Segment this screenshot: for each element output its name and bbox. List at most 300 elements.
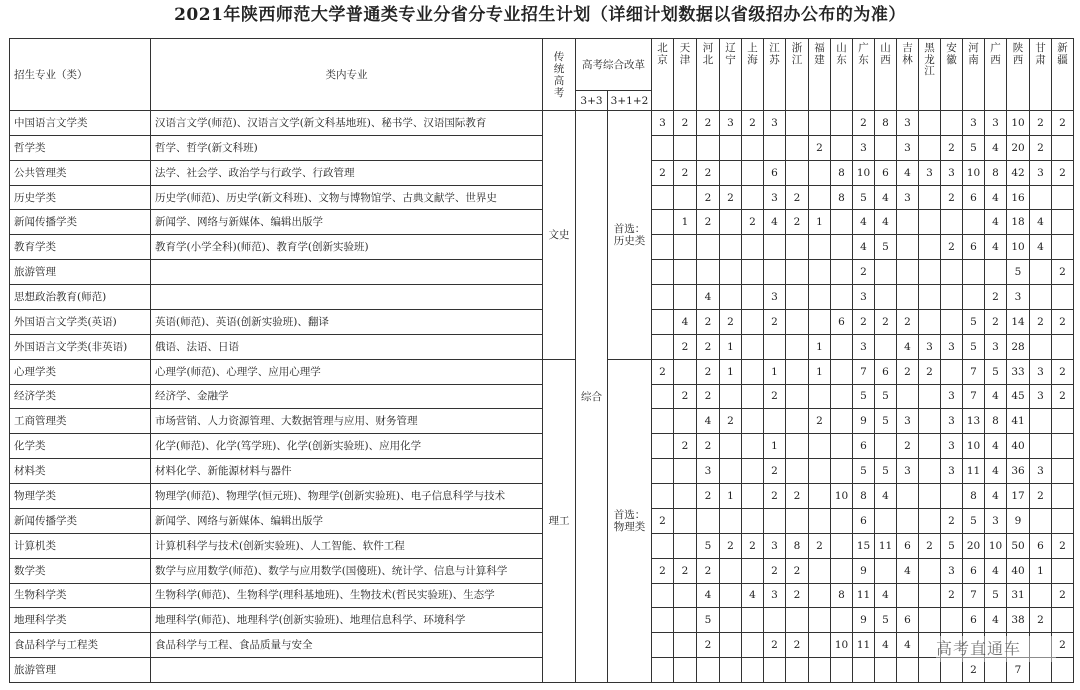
row-value-cell [719, 135, 742, 161]
row-value-cell [785, 359, 809, 385]
row-value-cell [1051, 209, 1074, 235]
row-value-cell [940, 483, 963, 509]
row-value-cell [918, 234, 941, 260]
row-value-cell [1051, 607, 1074, 633]
row-value-cell [918, 607, 941, 633]
row-value-cell: 3 [651, 110, 674, 136]
row-value-cell [741, 458, 764, 484]
row-value-cell: 5 [962, 135, 985, 161]
row-value-cell: 2 [962, 657, 985, 683]
row-value-cell [785, 458, 809, 484]
row-value-cell: 4 [763, 209, 786, 235]
row-value-cell [651, 259, 674, 285]
row-value-cell: 3 [763, 533, 786, 559]
row-value-cell: 4 [984, 384, 1007, 410]
row-value-cell [651, 657, 674, 683]
row-value-cell [874, 558, 897, 584]
row-value-cell: 36 [1006, 458, 1030, 484]
header-province: 甘 肃 [1029, 38, 1052, 111]
row-major: 心理学类 [9, 359, 151, 385]
group-history: 首选：历史类 [607, 110, 652, 360]
row-value-cell: 2 [918, 533, 941, 559]
row-value-cell [741, 309, 764, 335]
row-value-cell: 2 [785, 209, 809, 235]
row-value-cell [896, 657, 919, 683]
row-sub-majors: 化学(师范)、化学(笃学班)、化学(创新实验班)、应用化学 [150, 433, 543, 459]
row-value-cell: 2 [808, 408, 831, 434]
header-province: 辽 宁 [719, 38, 742, 111]
row-value-cell: 2 [763, 384, 786, 410]
row-value-cell [673, 583, 697, 609]
row-value-cell [808, 309, 831, 335]
row-value-cell [1029, 259, 1052, 285]
row-value-cell [719, 259, 742, 285]
row-value-cell: 3 [852, 284, 875, 310]
row-value-cell: 5 [962, 309, 985, 335]
header-province: 河 北 [696, 38, 720, 111]
row-value-cell: 4 [984, 458, 1007, 484]
row-value-cell: 7 [1006, 657, 1030, 683]
row-value-cell: 2 [940, 583, 963, 609]
row-value-cell [1051, 408, 1074, 434]
row-value-cell: 3 [984, 110, 1007, 136]
row-value-cell: 10 [852, 160, 875, 186]
row-value-cell: 4 [874, 209, 897, 235]
row-value-cell [785, 259, 809, 285]
row-value-cell [719, 632, 742, 658]
row-value-cell: 4 [673, 309, 697, 335]
row-value-cell [785, 384, 809, 410]
row-value-cell [719, 508, 742, 534]
row-value-cell [651, 533, 674, 559]
row-value-cell: 2 [763, 558, 786, 584]
row-sub-majors: 心理学(师范)、心理学、应用心理学 [150, 359, 543, 385]
row-value-cell [785, 657, 809, 683]
row-value-cell [1029, 284, 1052, 310]
row-value-cell: 6 [852, 433, 875, 459]
row-value-cell: 16 [1006, 185, 1030, 211]
row-value-cell: 2 [940, 234, 963, 260]
row-value-cell: 8 [830, 185, 853, 211]
row-value-cell [896, 259, 919, 285]
row-value-cell: 2 [852, 259, 875, 285]
row-major: 生物科学类 [9, 583, 151, 609]
header-province: 上 海 [741, 38, 764, 111]
row-value-cell [696, 234, 720, 260]
row-value-cell: 5 [696, 533, 720, 559]
row-value-cell: 1 [808, 209, 831, 235]
row-value-cell: 2 [1029, 110, 1052, 136]
row-value-cell: 2 [673, 433, 697, 459]
row-sub-majors: 历史学(师范)、历史学(新文科班)、文物与博物馆学、古典文献学、世界史 [150, 185, 543, 211]
row-value-cell: 10 [984, 533, 1007, 559]
row-sub-majors: 市场营销、人力资源管理、大数据管理与应用、财务管理 [150, 408, 543, 434]
row-value-cell: 3 [896, 408, 919, 434]
row-value-cell [808, 632, 831, 658]
header-province: 新 疆 [1051, 38, 1074, 111]
row-value-cell: 4 [696, 284, 720, 310]
row-value-cell [673, 359, 697, 385]
row-value-cell: 2 [785, 483, 809, 509]
row-value-cell [830, 259, 853, 285]
row-value-cell [785, 408, 809, 434]
row-value-cell: 2 [651, 558, 674, 584]
row-value-cell: 2 [696, 209, 720, 235]
row-value-cell: 10 [830, 483, 853, 509]
row-value-cell: 4 [896, 160, 919, 186]
row-major: 旅游管理 [9, 259, 151, 285]
row-value-cell [896, 583, 919, 609]
row-value-cell [719, 209, 742, 235]
row-value-cell: 5 [1006, 259, 1030, 285]
row-value-cell [719, 234, 742, 260]
row-value-cell [719, 583, 742, 609]
row-value-cell: 2 [696, 359, 720, 385]
row-major: 经济学类 [9, 384, 151, 410]
row-value-cell [918, 284, 941, 310]
row-value-cell [696, 508, 720, 534]
row-value-cell: 2 [896, 433, 919, 459]
row-value-cell: 40 [1006, 433, 1030, 459]
row-value-cell [918, 110, 941, 136]
row-value-cell: 8 [785, 533, 809, 559]
row-value-cell: 6 [1029, 533, 1052, 559]
row-value-cell: 11 [874, 533, 897, 559]
row-value-cell [830, 657, 853, 683]
row-value-cell [830, 558, 853, 584]
row-value-cell [1051, 558, 1074, 584]
row-value-cell: 2 [673, 384, 697, 410]
row-value-cell [1051, 234, 1074, 260]
row-value-cell [763, 607, 786, 633]
row-value-cell: 1 [808, 359, 831, 385]
row-value-cell [741, 259, 764, 285]
row-value-cell [741, 135, 764, 161]
row-value-cell: 2 [896, 309, 919, 335]
row-value-cell: 2 [696, 558, 720, 584]
row-value-cell: 8 [984, 408, 1007, 434]
row-value-cell: 3 [940, 433, 963, 459]
row-value-cell: 3 [1029, 160, 1052, 186]
row-value-cell: 4 [984, 185, 1007, 211]
header-province: 吉 林 [896, 38, 919, 111]
row-value-cell [808, 284, 831, 310]
row-value-cell [763, 234, 786, 260]
row-value-cell: 2 [1029, 607, 1052, 633]
row-value-cell [741, 384, 764, 410]
row-value-cell: 10 [1006, 110, 1030, 136]
row-value-cell: 2 [741, 110, 764, 136]
header-province: 河 南 [962, 38, 985, 111]
row-value-cell [874, 334, 897, 360]
row-value-cell: 4 [984, 607, 1007, 633]
watermark: 高考直通车 [936, 636, 1056, 662]
row-value-cell: 6 [896, 607, 919, 633]
row-value-cell: 45 [1006, 384, 1030, 410]
row-value-cell [719, 433, 742, 459]
row-value-cell: 2 [741, 533, 764, 559]
row-value-cell [918, 209, 941, 235]
row-value-cell [741, 359, 764, 385]
row-value-cell: 2 [1051, 110, 1074, 136]
header-major: 招生专业（类） [9, 38, 151, 111]
row-value-cell: 2 [1029, 309, 1052, 335]
row-value-cell: 3 [962, 110, 985, 136]
row-value-cell [984, 259, 1007, 285]
row-value-cell [673, 657, 697, 683]
row-sub-majors [150, 657, 543, 683]
row-value-cell: 3 [896, 135, 919, 161]
row-major: 计算机类 [9, 533, 151, 559]
row-value-cell: 9 [852, 607, 875, 633]
row-value-cell: 6 [962, 234, 985, 260]
row-value-cell [696, 259, 720, 285]
row-value-cell [763, 334, 786, 360]
row-value-cell: 28 [1006, 334, 1030, 360]
row-value-cell [940, 309, 963, 335]
row-value-cell [673, 607, 697, 633]
row-value-cell: 4 [896, 632, 919, 658]
header-province: 江 苏 [763, 38, 786, 111]
row-value-cell [962, 259, 985, 285]
row-value-cell [719, 284, 742, 310]
row-value-cell: 38 [1006, 607, 1030, 633]
header-province: 广 西 [984, 38, 1007, 111]
row-value-cell [785, 234, 809, 260]
row-value-cell: 13 [962, 408, 985, 434]
row-value-cell: 2 [741, 209, 764, 235]
row-value-cell [651, 185, 674, 211]
row-value-cell [808, 384, 831, 410]
row-value-cell: 2 [719, 185, 742, 211]
row-value-cell: 4 [741, 583, 764, 609]
row-value-cell: 18 [1006, 209, 1030, 235]
row-value-cell: 2 [808, 533, 831, 559]
row-value-cell [696, 657, 720, 683]
row-value-cell [918, 384, 941, 410]
row-value-cell: 2 [696, 334, 720, 360]
row-value-cell: 3 [940, 334, 963, 360]
row-value-cell: 20 [962, 533, 985, 559]
row-major: 历史学类 [9, 185, 151, 211]
row-value-cell [874, 433, 897, 459]
row-value-cell [918, 433, 941, 459]
row-value-cell [1029, 408, 1052, 434]
row-value-cell: 6 [962, 607, 985, 633]
row-value-cell: 2 [785, 185, 809, 211]
row-value-cell: 6 [874, 359, 897, 385]
row-value-cell [830, 384, 853, 410]
row-value-cell: 2 [696, 632, 720, 658]
row-value-cell [808, 259, 831, 285]
row-value-cell: 2 [696, 483, 720, 509]
row-value-cell: 8 [962, 483, 985, 509]
row-value-cell [808, 583, 831, 609]
row-value-cell: 2 [984, 309, 1007, 335]
row-value-cell: 2 [852, 309, 875, 335]
row-value-cell [651, 135, 674, 161]
row-value-cell [830, 607, 853, 633]
row-value-cell: 5 [874, 234, 897, 260]
row-sub-majors: 英语(师范)、英语(创新实验班)、翻译 [150, 309, 543, 335]
row-value-cell [741, 632, 764, 658]
header-province: 天 津 [673, 38, 697, 111]
row-major: 哲学类 [9, 135, 151, 161]
row-value-cell [785, 135, 809, 161]
row-value-cell [763, 657, 786, 683]
row-value-cell [918, 458, 941, 484]
row-value-cell: 2 [763, 309, 786, 335]
row-value-cell [940, 209, 963, 235]
row-value-cell: 7 [962, 583, 985, 609]
header-province: 陕 西 [1006, 38, 1030, 111]
row-value-cell [785, 309, 809, 335]
row-value-cell: 2 [940, 508, 963, 534]
row-value-cell: 6 [962, 558, 985, 584]
row-value-cell [785, 433, 809, 459]
row-value-cell: 2 [874, 309, 897, 335]
group-zonghe: 综合 [575, 110, 608, 683]
row-value-cell [651, 632, 674, 658]
row-value-cell [852, 657, 875, 683]
row-value-cell: 8 [830, 583, 853, 609]
header-province: 浙 江 [785, 38, 809, 111]
row-value-cell [673, 284, 697, 310]
row-value-cell [763, 508, 786, 534]
row-value-cell: 3 [940, 558, 963, 584]
row-value-cell: 3 [719, 110, 742, 136]
row-value-cell: 4 [696, 583, 720, 609]
group-physics: 首选：物理类 [607, 359, 652, 683]
row-value-cell [785, 334, 809, 360]
row-value-cell: 5 [852, 384, 875, 410]
row-value-cell [918, 583, 941, 609]
row-value-cell: 4 [984, 483, 1007, 509]
row-value-cell [808, 110, 831, 136]
row-value-cell: 10 [830, 632, 853, 658]
row-value-cell: 2 [696, 309, 720, 335]
row-major: 新闻传播学类 [9, 209, 151, 235]
row-value-cell: 17 [1006, 483, 1030, 509]
row-value-cell: 5 [874, 458, 897, 484]
row-value-cell: 7 [962, 359, 985, 385]
row-value-cell: 2 [1051, 583, 1074, 609]
row-value-cell: 3 [896, 185, 919, 211]
row-value-cell [874, 508, 897, 534]
row-value-cell [896, 284, 919, 310]
row-value-cell: 2 [785, 632, 809, 658]
header-province: 黑 龙 江 [918, 38, 941, 111]
row-value-cell: 31 [1006, 583, 1030, 609]
row-value-cell: 11 [962, 458, 985, 484]
row-value-cell: 2 [1051, 384, 1074, 410]
row-value-cell: 2 [940, 185, 963, 211]
row-value-cell [719, 160, 742, 186]
row-value-cell [741, 334, 764, 360]
row-value-cell: 3 [1029, 384, 1052, 410]
row-major: 旅游管理 [9, 657, 151, 683]
row-value-cell: 6 [962, 185, 985, 211]
row-value-cell: 1 [719, 359, 742, 385]
row-value-cell [918, 135, 941, 161]
row-value-cell [741, 160, 764, 186]
row-value-cell [741, 433, 764, 459]
row-value-cell [673, 234, 697, 260]
row-value-cell: 2 [940, 135, 963, 161]
row-value-cell: 5 [696, 607, 720, 633]
row-value-cell [830, 209, 853, 235]
row-sub-majors: 经济学、金融学 [150, 384, 543, 410]
row-value-cell: 6 [852, 508, 875, 534]
row-value-cell [1051, 458, 1074, 484]
row-value-cell [808, 185, 831, 211]
row-value-cell: 3 [1029, 359, 1052, 385]
row-value-cell [673, 135, 697, 161]
row-value-cell: 4 [696, 408, 720, 434]
row-value-cell [651, 284, 674, 310]
row-value-cell [651, 384, 674, 410]
row-major: 物理学类 [9, 483, 151, 509]
row-value-cell: 5 [962, 334, 985, 360]
row-value-cell [918, 259, 941, 285]
row-value-cell [785, 160, 809, 186]
row-sub-majors: 教育学(小学全科)(师范)、教育学(创新实验班) [150, 234, 543, 260]
row-value-cell [1029, 508, 1052, 534]
row-sub-majors: 计算机科学与技术(创新实验班)、人工智能、软件工程 [150, 533, 543, 559]
row-value-cell: 4 [874, 583, 897, 609]
row-value-cell [651, 607, 674, 633]
row-value-cell [1029, 433, 1052, 459]
row-value-cell [741, 508, 764, 534]
row-value-cell: 2 [696, 433, 720, 459]
row-value-cell: 2 [651, 160, 674, 186]
row-value-cell: 3 [763, 185, 786, 211]
row-value-cell: 4 [1029, 234, 1052, 260]
row-value-cell: 8 [830, 160, 853, 186]
row-value-cell: 2 [696, 384, 720, 410]
row-value-cell: 20 [1006, 135, 1030, 161]
row-value-cell: 7 [852, 359, 875, 385]
row-value-cell [1051, 508, 1074, 534]
row-value-cell [1029, 583, 1052, 609]
row-value-cell: 6 [874, 160, 897, 186]
row-value-cell: 10 [1006, 234, 1030, 260]
row-value-cell: 2 [763, 483, 786, 509]
row-value-cell [830, 458, 853, 484]
row-value-cell: 14 [1006, 309, 1030, 335]
row-value-cell: 1 [808, 334, 831, 360]
row-value-cell: 9 [1006, 508, 1030, 534]
row-value-cell [673, 632, 697, 658]
row-value-cell: 2 [1029, 483, 1052, 509]
row-value-cell [830, 234, 853, 260]
row-value-cell: 2 [1051, 632, 1074, 658]
header-province: 福 建 [808, 38, 831, 111]
row-value-cell [1051, 483, 1074, 509]
row-value-cell [896, 483, 919, 509]
row-major: 思想政治教育(师范) [9, 284, 151, 310]
row-value-cell: 4 [984, 234, 1007, 260]
row-value-cell: 1 [719, 483, 742, 509]
row-value-cell [1051, 284, 1074, 310]
row-value-cell [940, 359, 963, 385]
row-value-cell: 3 [940, 408, 963, 434]
row-sub-majors: 材料化学、新能源材料与器件 [150, 458, 543, 484]
row-value-cell: 33 [1006, 359, 1030, 385]
row-value-cell [763, 135, 786, 161]
row-value-cell: 3 [763, 110, 786, 136]
row-value-cell [696, 135, 720, 161]
